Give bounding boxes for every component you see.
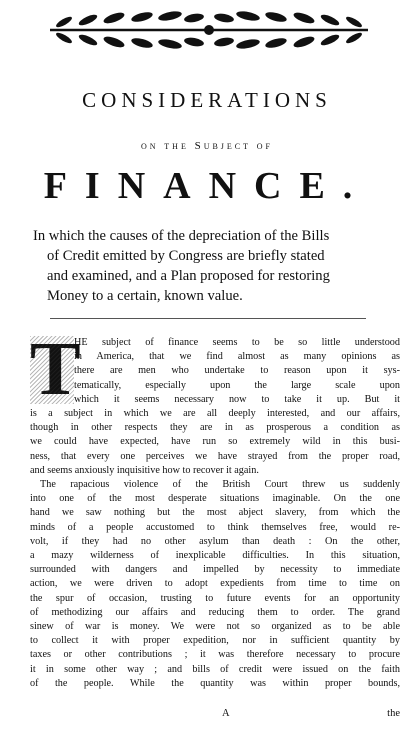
body-line: and seems anxiously inquisitive how to recover it again. <box>30 464 259 476</box>
body-line: minds of a people accustomed to think themselves free, would re- <box>30 521 400 533</box>
body-line: of the people. While the quantity was within proper bounds, <box>30 677 400 689</box>
drop-cap-letter: T <box>30 327 81 411</box>
body-line: though in other respects they are in as prosperous a condition as <box>30 422 400 434</box>
section-divider <box>50 318 366 319</box>
body-line: it in some other way ; and bills of credit were issued on the faith <box>30 663 400 675</box>
body-line: tematically, especially upon the large scale upon <box>74 379 400 391</box>
summary-line: of Credit emitted by Congress are briefly stated <box>47 248 325 264</box>
signature-mark: A <box>222 708 230 719</box>
body-line: is a subject in which we are all deeply interested, and our affairs, <box>30 408 400 420</box>
page-footer <box>0 708 414 724</box>
body-line: in America, that we find almost as many opinions as <box>74 351 400 363</box>
catchword: the <box>387 708 400 719</box>
body-line: volt, if they had no other asylum than death : On the other, <box>30 535 400 547</box>
body-line: HE subject of finance seems to be so little understood <box>74 337 400 348</box>
body-line: we could have expected, have run so extremely wild in this busi- <box>30 436 400 448</box>
title-finance: FINANCE. <box>43 165 371 207</box>
body-line: taxes or other contributions ; it was therefore necessary to procure <box>30 649 400 661</box>
body-line: to collect it with proper expedition, nor in sufficient quantity by <box>30 635 400 647</box>
body-line: there are men who undertake to reason upon it sys- <box>74 365 400 377</box>
summary-line: Money to a certain, known value. <box>47 288 243 304</box>
body-line: action, we were driven to adopt expedients from time to time on <box>30 578 400 590</box>
body-line: surrounded with dangers and impelled by necessity to immediate <box>30 564 400 576</box>
title-subtitle: on the Subject of <box>140 140 274 152</box>
summary-line: In which the causes of the depreciation of the Bills <box>33 228 330 244</box>
body-line: The rapacious violence of the British Court threw us suddenly <box>40 479 400 491</box>
body-line: which it seems necessary now to take it up. But it <box>74 393 400 405</box>
body-line: into one of the most desperate situations imaginable. On the one <box>30 493 400 505</box>
body-line: sinew of war is money. We were not so organized as to be able <box>30 621 400 633</box>
body-line: the spur of occasion, trusting to future events for an opportunity <box>30 592 400 604</box>
body-line: of methodizing our affairs and reducing them to order. The grand <box>30 606 400 618</box>
laurel-ornament <box>44 0 374 54</box>
body-text <box>30 336 400 691</box>
summary-paragraph <box>33 226 393 306</box>
body-line: a mazy wilderness of inexplicable difficulties. In this situation, <box>30 550 400 562</box>
title-considerations: CONSIDERATIONS <box>82 88 332 112</box>
body-line: ness, that every one perceives we have strayed from the proper road, <box>30 450 400 462</box>
body-line: hand we saw nothing but the most abject slavery, from which the <box>30 507 400 519</box>
summary-line: and examined, and a Plan proposed for restoring <box>47 268 330 284</box>
